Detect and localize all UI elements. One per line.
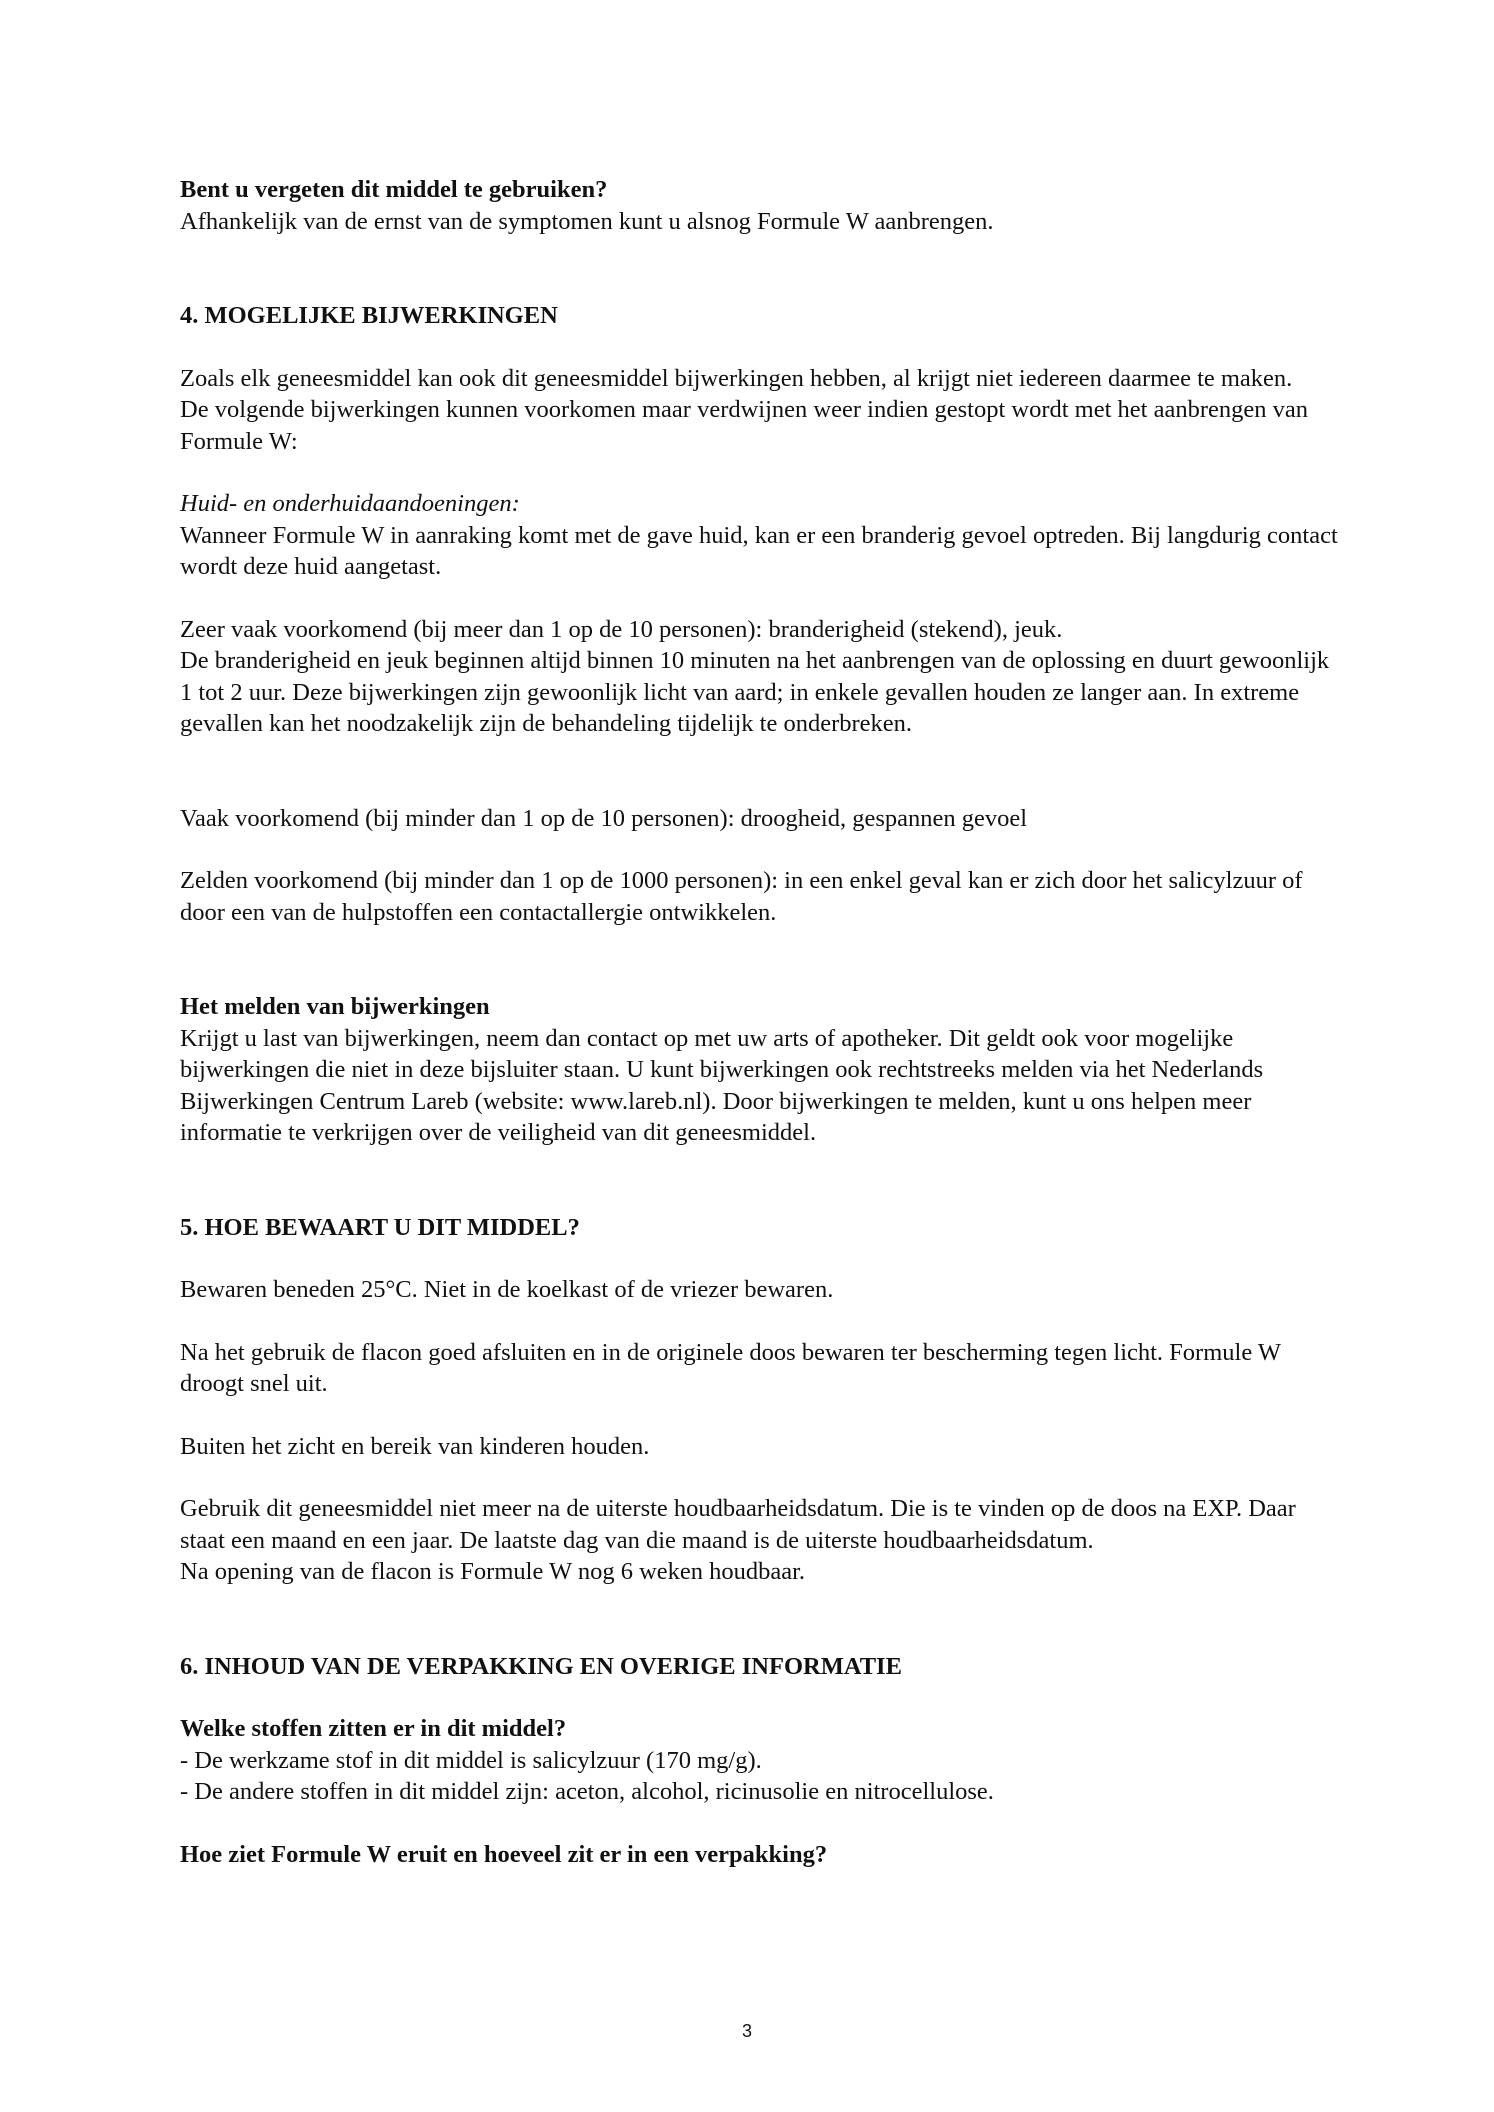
skin-disorders-title: Huid- en onderhuidaandoeningen:: [180, 490, 520, 517]
rare-effects: Zelden voorkomend (bij minder dan 1 op de 1000 personen): in een enkel geval kan er zich door het salicylzuur of door een van de hulpstoffen een contactallergie ontwikkelen.: [180, 867, 1303, 926]
common-effects: Vaak voorkomend (bij minder dan 1 op de 10 personen): droogheid, gespannen gevoel: [180, 804, 1028, 832]
very-common-effects-detail: De branderigheid en jeuk beginnen altijd binnen 10 minuten na het aanbrengen van de oplossing en duurt gewoonlijk 1 tot 2 uur. Deze bijwerkingen zijn gewoonlijk licht van aard; in enkele gevallen houden ze langer aan. In extreme gevallen kan het noodzakelijk zijn de behandeling tijdelijk te onderbreken.: [180, 647, 1330, 737]
section-6-heading: 6. INHOUD VAN DE VERPAKKING EN OVERIGE INFORMATIE: [180, 1652, 902, 1680]
reporting-text: Krijgt u last van bijwerkingen, neem dan contact op met uw arts of apotheker. Dit geldt ook voor mogelijke bijwerkingen die niet in deze bijsluiter staan. U kunt bijwerkingen ook rechtstreeks melden via het Nederlands Bijwerkingen Centrum Lareb (website: www.lareb.nl). Door bijwerkingen te melden, kunt u ons helpen meer informatie te verkrijgen over de veiligheid van dit geneesmiddel.: [180, 1024, 1264, 1146]
appearance-title: Hoe ziet Formule W eruit en hoeveel zit er in een verpakking?: [180, 1840, 828, 1868]
storage-children: Buiten het zicht en bereik van kinderen houden.: [180, 1432, 650, 1460]
forget-title: Bent u vergeten dit middel te gebruiken?: [180, 176, 608, 203]
side-effects-intro: Zoals elk geneesmiddel kan ook dit geneesmiddel bijwerkingen hebben, al krijgt niet iedereen daarmee te maken.: [180, 364, 1293, 392]
side-effects-intro-2: De volgende bijwerkingen kunnen voorkomen maar verdwijnen weer indien gestopt wordt met het aanbrengen van Formule W:: [180, 396, 1309, 455]
contents-title: Welke stoffen zitten er in dit middel?: [180, 1715, 567, 1742]
page-content: [180, 174, 1340, 1870]
section-4-heading: 4. MOGELIJKE BIJWERKINGEN: [180, 302, 558, 329]
storage-after-opening: Na opening van de flacon is Formule W nog 6 weken houdbaar.: [180, 1558, 806, 1585]
reporting-title: Het melden van bijwerkingen: [180, 993, 490, 1020]
very-common-effects: Zeer vaak voorkomend (bij meer dan 1 op de 10 personen): branderigheid (stekend), jeuk.: [180, 615, 1063, 643]
storage-closing: Na het gebruik de flacon goed afsluiten en in de originele doos bewaren ter bescherming tegen licht. Formule W droogt snel uit.: [180, 1338, 1281, 1397]
storage-temperature: Bewaren beneden 25°C. Niet in de koelkast of de vriezer bewaren.: [180, 1276, 834, 1303]
section-5-heading: 5. HOE BEWAART U DIT MIDDEL?: [180, 1213, 580, 1241]
skin-disorders-text: Wanneer Formule W in aanraking komt met de gave huid, kan er een branderig gevoel optreden. Bij langdurig contact wordt deze huid aangetast.: [180, 521, 1338, 580]
forget-text: Afhankelijk van de ernst van de symptomen kunt u alsnog Formule W aanbrengen.: [180, 207, 994, 235]
other-substances: - De andere stoffen in dit middel zijn: aceton, alcohol, ricinusolie en nitrocellulose.: [180, 1778, 994, 1805]
active-substance: - De werkzame stof in dit middel is salicylzuur (170 mg/g).: [180, 1746, 762, 1774]
page-number: 3: [741, 2021, 752, 2041]
storage-expiry: Gebruik dit geneesmiddel niet meer na de uiterste houdbaarheidsdatum. Die is te vinden op de doos na EXP. Daar staat een maand en een jaar. De laatste dag van die maand is de uiterste houdbaarheidsdatum.: [180, 1495, 1296, 1554]
